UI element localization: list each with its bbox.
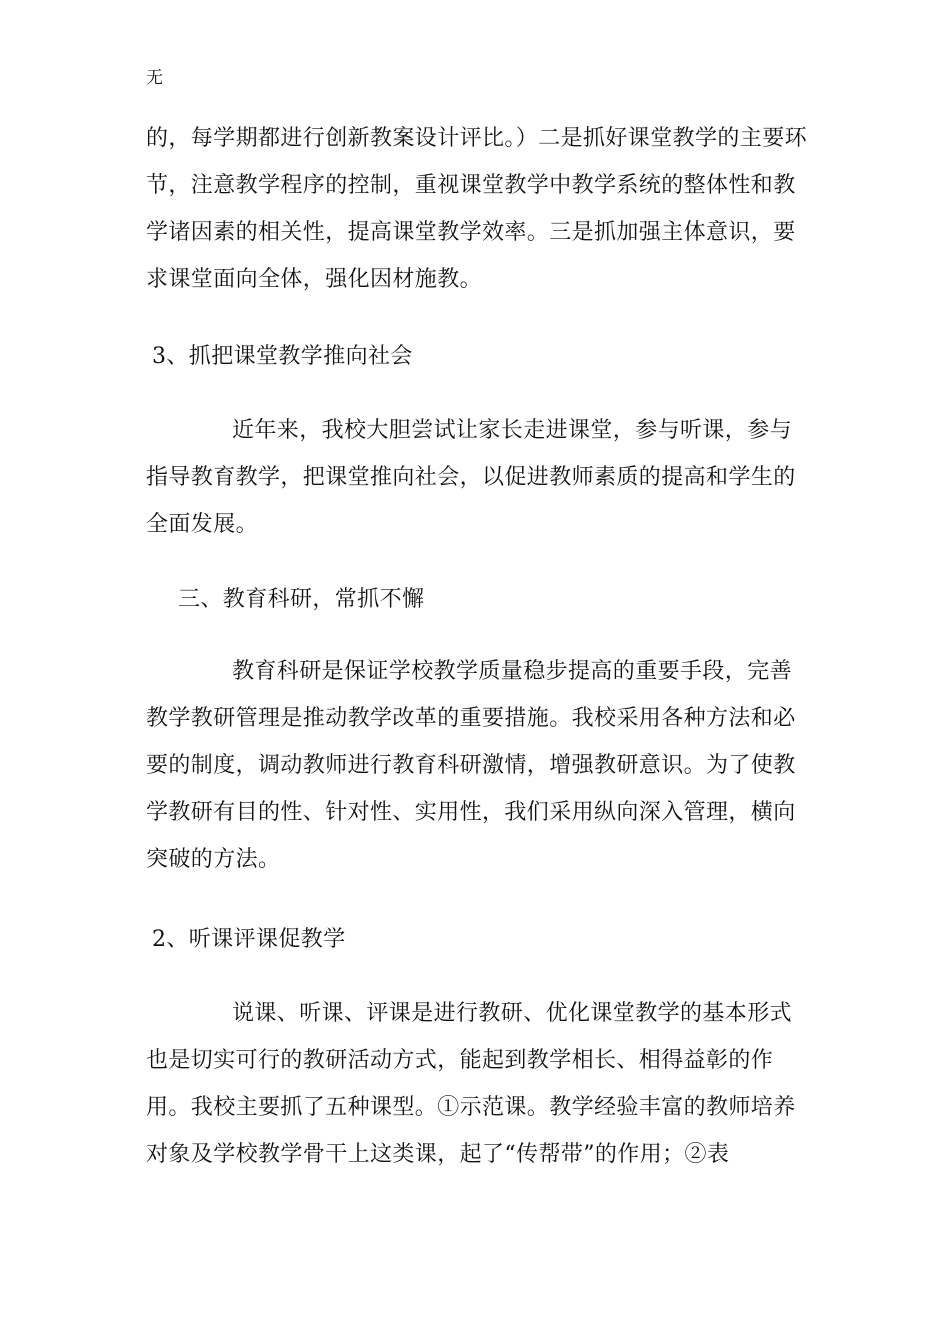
paragraph-research: 教育科研是保证学校教学质量稳步提高的重要手段，完善教学教研管理是推动教学改革的重要措施。我校采用各种方法和必要的制度，调动教师进行教育科研激情，增强教研意识。为了使教学教研有目的性、针对性、实用性，我们采用纵向深入管理，横向突破的方法。 <box>146 659 796 872</box>
section-heading-2: 2、听课评课促教学 <box>152 927 346 952</box>
paragraph-parents-in-class: 近年来，我校大胆尝试让家长走进课堂，参与听课，参与指导教育教学，把课堂推向社会，以促进教师素质的提高和学生的全面发展。 <box>146 418 796 537</box>
page-header: 无 <box>146 68 163 88</box>
paragraph-lesson-review: 说课、听课、评课是进行教研、优化课堂教学的基本形式也是切实可行的教研活动方式，能起到教学相长、相得益彰的作用。我校主要抓了五种课型。①示范课。教学经验丰富的教师培养对象及学校教学骨干上这类课，起了“传帮带”的作用；②表 <box>146 1001 796 1167</box>
section-heading-3: 3、抓把课堂教学推向社会 <box>152 344 413 369</box>
paragraph-continuation: 的，每学期都进行创新教案设计评比。）二是抓好课堂教学的主要环节，注意教学程序的控制，重视课堂教学中教学系统的整体性和教学诸因素的相关性，提高课堂教学效率。三是抓加强主体意识，要求课堂面向全体，强化因材施教。 <box>146 126 808 292</box>
chapter-heading-research: 三、教育科研，常抓不懈 <box>178 587 425 612</box>
